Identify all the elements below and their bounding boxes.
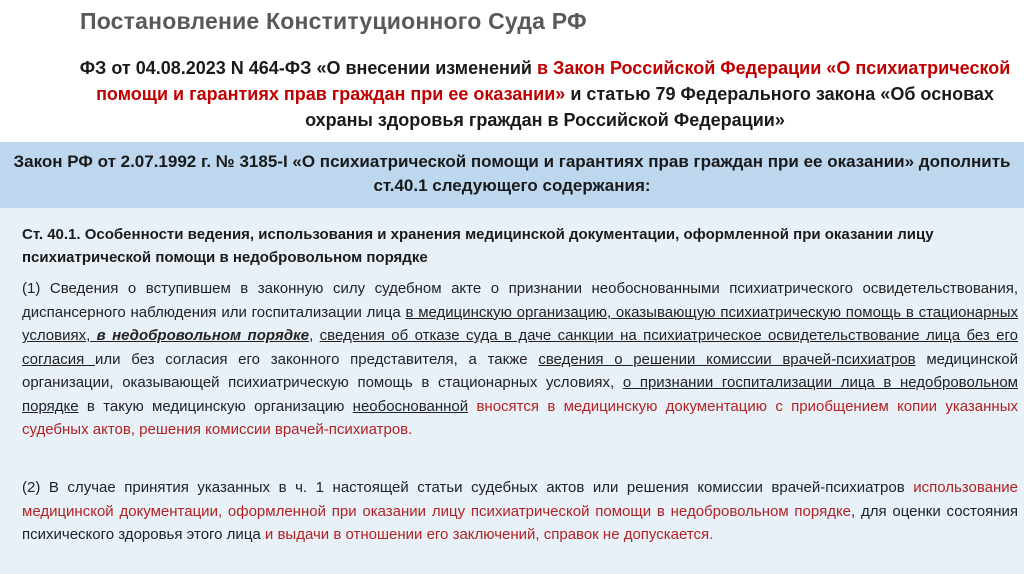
p1-s1: (1) Сведения о вступившем в законную силу судебном акте о признании необоснованными психиатрического освидетельствования, диспансерного наблюдения или госпитализации лица (22, 280, 1018, 321)
subtitle-part3: и статью 79 Федерального закона «Об основах охраны здоровья граждан в Российской Федерации» (305, 84, 994, 130)
article-heading: Ст. 40.1. Особенности ведения, использования и хранения медицинской документации, оформленной при оказании лицу психиатрической помощи в недобровольном порядке (22, 226, 934, 266)
p1-s5: сведения об отказе суда в даче санкции на психиатрическое освидетельствование лица без его согласия (22, 327, 1019, 368)
law-summary-box (0, 142, 1024, 208)
p1-s9: о признании госпитализации лица в недобровольном порядке (22, 374, 1018, 415)
p1-s2: в медицинскую организацию, оказывающую психиатрическую помощь в стационарных условиях, (22, 303, 1018, 344)
p1-s7: сведения о решении комиссии врачей-психиатров (538, 350, 916, 368)
article-content (0, 208, 1024, 574)
p1-s3: в недобровольном порядке (96, 327, 310, 344)
law-subtitle (70, 55, 1020, 133)
p1-s4: , (309, 327, 320, 344)
law-summary-text: Закон РФ от 2.07.1992 г. № 3185-I «О психиатрической помощи и гарантиях прав граждан при ее оказании» дополнить ст.40.1 следующего содержания: (13, 152, 1011, 195)
subtitle-part2: в Закон Российской Федерации «О психиатрической помощи и гарантиях прав граждан при ее оказании» (96, 58, 1011, 104)
p1-s6: или без согласия его законного представителя, а также (94, 350, 539, 368)
page-title: Постановление Конституционного Суда РФ (80, 8, 587, 34)
p2-s2: использование медицинской документации, оформленной при оказании лицу психиатрической помощи в недобровольном порядке (22, 479, 1018, 520)
p1-s8: медицинской организации, оказывающей психиатрическую помощь в стационарных условиях, (22, 350, 1018, 391)
p2-s1: (2) В случае принятия указанных в ч. 1 настоящей статьи судебных актов или решения комиссии врачей-психиатров (22, 479, 914, 496)
p1-s11: необоснованной (352, 397, 469, 415)
p2-s4: и выдачи в отношении его заключений, справок не допускается. (264, 526, 714, 543)
p1-s12: вносятся в медицинскую документацию с приобщением копии указанных судебных актов, решения комиссии врачей-психиатров. (22, 397, 1018, 438)
paragraph-2 (22, 476, 1018, 547)
subtitle-part1: ФЗ от 04.08.2023 N 464-ФЗ «О внесении изменений (79, 58, 537, 78)
paragraph-1 (22, 277, 1018, 442)
p1-s10: в такую медицинскую организацию (78, 397, 353, 415)
p2-s3: , для оценки состояния психического здоровья этого лица (22, 502, 1018, 543)
